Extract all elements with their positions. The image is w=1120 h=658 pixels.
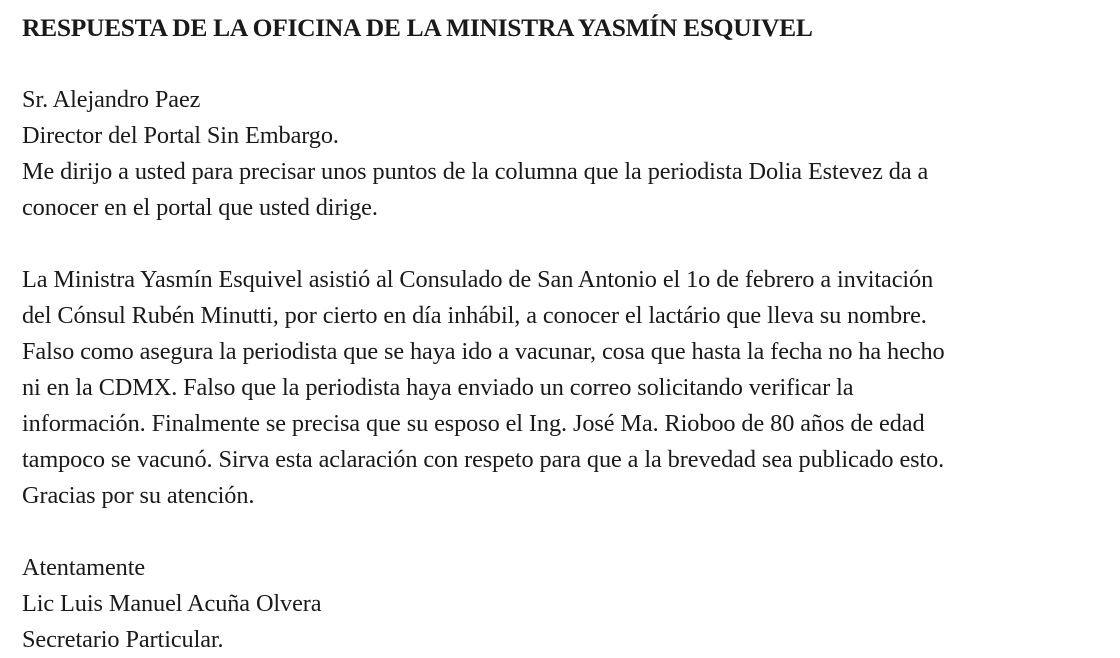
letter-closing (22, 550, 1112, 658)
addressee-title: Director del Portal Sin Embargo. (22, 122, 339, 149)
intro-line: conocer en el portal que usted dirige. (22, 194, 378, 221)
paragraph-gap (22, 226, 1112, 262)
paragraph-gap (22, 514, 1112, 550)
letter-intro (22, 82, 1112, 226)
letter-title: RESPUESTA DE LA OFICINA DE LA MINISTRA YASMÍN ESQUIVEL (22, 13, 813, 42)
body-line: tampoco se vacunó. Sirva esta aclaración con respeto para que a la brevedad sea publicado esto. (22, 446, 945, 473)
addressee-name: Sr. Alejandro Paez (22, 86, 201, 113)
body-line: ni en la CDMX. Falso que la periodista haya enviado un correo solicitando verificar la (22, 374, 854, 401)
closing-salutation: Atentamente (22, 554, 146, 581)
signer-title: Secretario Particular. (22, 626, 224, 653)
letter (22, 10, 1112, 658)
signer-name: Lic Luis Manuel Acuña Olvera (22, 590, 322, 617)
intro-line: Me dirijo a usted para precisar unos puntos de la columna que la periodista Dolia Estevez da a (22, 158, 929, 185)
body-line: información. Finalmente se precisa que su esposo el Ing. José Ma. Rioboo de 80 años de edad (22, 410, 925, 437)
letter-body (22, 262, 1112, 514)
body-line: Gracias por su atención. (22, 482, 255, 509)
body-line: La Ministra Yasmín Esquivel asistió al Consulado de San Antonio el 1o de febrero a invitación (22, 266, 934, 293)
body-line: del Cónsul Rubén Minutti, por cierto en día inhábil, a conocer el lactário que lleva su nombre. (22, 302, 927, 329)
body-line: Falso como asegura la periodista que se haya ido a vacunar, cosa que hasta la fecha no ha hecho (22, 338, 945, 365)
